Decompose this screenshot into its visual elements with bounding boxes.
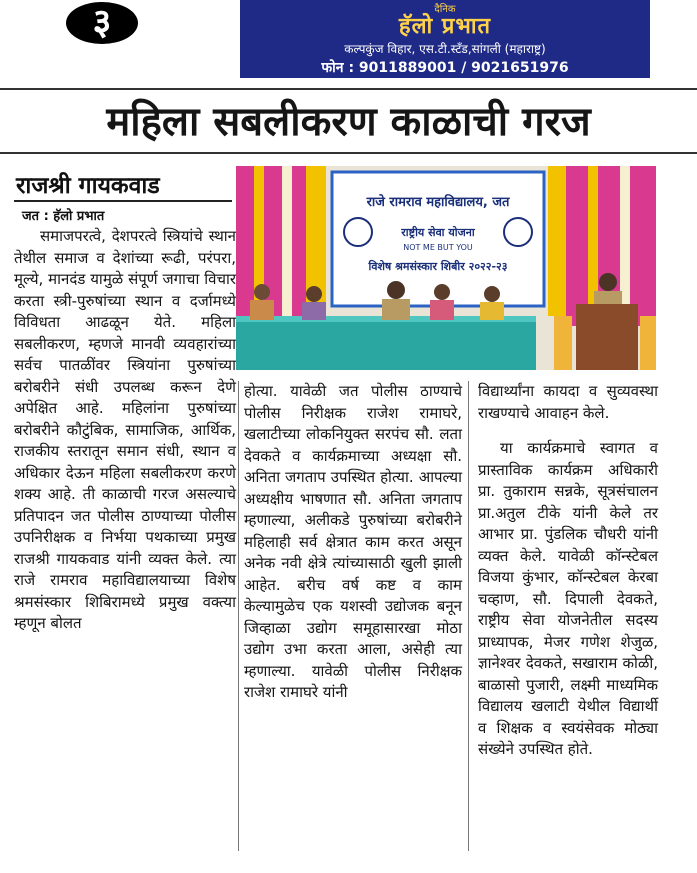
- headline: महिला सबलीकरण काळाची गरज: [106, 99, 591, 145]
- banner-motto: NOT ME BUT YOU: [403, 243, 473, 252]
- banner-logo-right-icon: [504, 218, 532, 246]
- article-column-3-paragraph-1: विद्यार्थ्यांना कायदा व सुव्यवस्था राखण्याचे आवाहन केले.: [478, 382, 658, 422]
- article-column-3: [478, 381, 658, 761]
- page-number: ३: [92, 2, 112, 43]
- article-column-3-paragraph-2: या कार्यक्रमाचे स्वागत व प्रास्ताविक कार्यक्रम अधिकारी प्रा. तुकाराम सन्नके, सूत्रसंचालन प्रा.अतुल टीके यांनी केले तर आभार प्रा. पुंडलिक चौधरी यांनी व्यक्त केले. यावेळी कॉन्स्टेबल विजया कुंभार, कॉन्स्टेबल केरबा चव्हाण, सौ. दिपाली देवकते, राष्ट्रीय सेवा योजनेतील सदस्य प्राध्यापक, मेजर गणेश शेजुळ, ज्ञानेश्वर देवकते, सखाराम कोळी, बाळासो पुजारी, लक्ष्मी माध्यमिक विद्यालय खलाटी येथील विद्यार्थी व शिक्षक व स्वयंसेवक मोठ्या संख्येने उपस्थित होते.: [478, 439, 658, 758]
- banner-camp: विशेष श्रमसंस्कार शिबीर २०२२-२३: [368, 260, 508, 273]
- banner-logo-left-icon: [344, 218, 372, 246]
- masthead-brand: हॅलो प्रभात: [398, 14, 492, 39]
- headline-divider: [0, 152, 697, 154]
- page-number-badge: [66, 2, 138, 44]
- byline: राजश्री गायकवाड: [16, 173, 160, 199]
- dateline: जत : हॅलो प्रभात: [22, 209, 105, 224]
- banner-scheme: राष्ट्रीय सेवा योजना: [401, 226, 475, 239]
- byline-underline: [14, 200, 232, 202]
- masthead-daily: दैनिक: [434, 4, 456, 15]
- event-photo: [236, 166, 656, 370]
- article-column-2: होत्या. यावेळी जत पोलीस ठाण्याचे पोलीस निरीक्षक राजेश रामाघरे, खलाटीच्या लोकनियुक्त सरपंच सौ. लता देवकते व कार्यक्रमाच्या अध्यक्षा सौ. अनिता जगताप उपस्थित होत्या. आपल्या अध्यक्षीय भाषणात सौ. अनिता जगताप म्हणाल्या, अलीकडे पुरुषांच्या बरोबरीने महिलाही सर्व क्षेत्रात काम करत असून अनेक नवी क्षेत्रे त्यांच्यासाठी खुली झाली आहेत. बरीच वर्ष कष्ट व काम केल्यामुळेच एक यशस्वी उद्योजक बनून जिव्हाळा उद्योग समूहासारखा मोठा उद्योग उभा करता आला, असेही त्या म्हणाल्या. यावेळी पोलीस निरीक्षक राजेश रामाघरे यांनी: [244, 382, 462, 701]
- article-column-1: समाजपरत्वे, देशपरत्वे स्त्रियांचे स्थान तेथील समाज व देशांच्या रूढी, परंपरा, मूल्ये, मानदंड यामुळे संपूर्ण जगाचा विचार करता स्त्री-पुरुषांच्या स्थान व दर्जामध्ये विविधता आढळून येते. महिला सबलीकरण, म्हणजे मानवी व्यवहारांच्या सर्वच पातळींवर स्त्रियांना पुरुषांच्या बरोबरीने संधी उपलब्ध करून देणे अपेक्षित आहे. महिलांना पुरुषांच्या बरोबरीने कौटुंबिक, सामाजिक, आर्थिक, राजकीय स्तरातून समान संधी, स्थान व अधिकार देऊन महिला सबलीकरण करणे शक्य आहे. ती काळाची गरज असल्याचे प्रतिपादन जत पोलीस ठाण्याच्या पोलीस उपनिरीक्षक व निर्भया पथकाच्या प्रमुख राजश्री गायकवाड यांनी व्यक्त केले. त्या राजे रामराव महाविद्यालयाच्या विशेष श्रमसंस्कार शिबिरामध्ये प्रमुख वक्त्या म्हणून बोलत: [14, 227, 236, 632]
- podium: [576, 304, 638, 370]
- column-separator-1: [238, 381, 239, 851]
- masthead: [240, 0, 650, 78]
- masthead-address: कल्पकुंज विहार, एस.टी.स्टँड,सांगली (महाराष्ट्र): [344, 42, 546, 56]
- top-divider: [0, 88, 697, 90]
- banner-college: राजे रामराव महाविद्यालय, जत: [366, 195, 510, 210]
- masthead-phone: फोन : 9011889001 / 9021651976: [321, 60, 569, 76]
- column-separator-2: [468, 381, 469, 851]
